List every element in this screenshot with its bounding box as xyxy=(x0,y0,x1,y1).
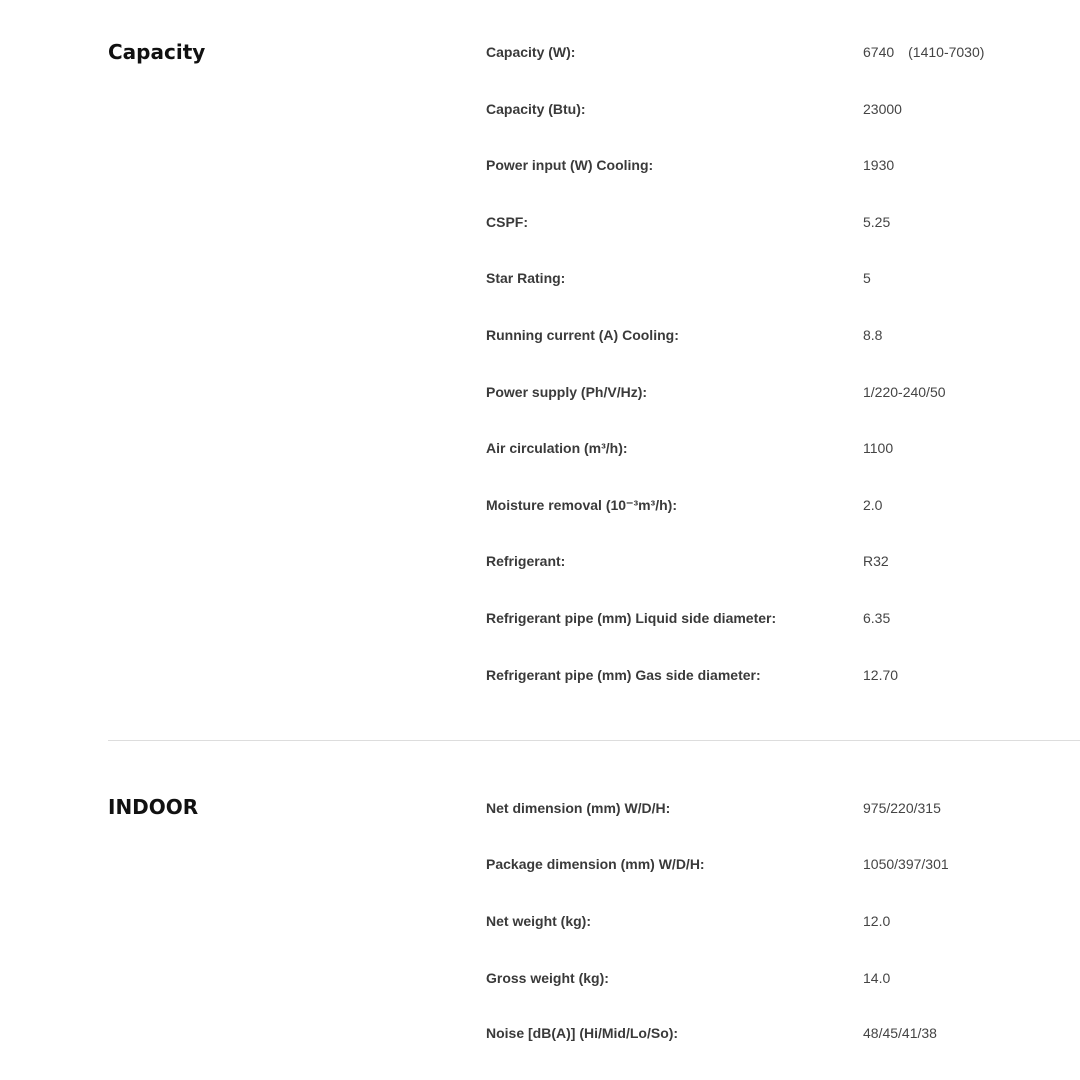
spec-value: 12.0 xyxy=(863,913,891,929)
spec-row xyxy=(0,966,1080,990)
spec-label: Capacity (W): xyxy=(486,44,576,60)
spec-row xyxy=(0,40,1080,64)
spec-row xyxy=(0,663,1080,687)
spec-label: Power input (W) Cooling: xyxy=(486,157,654,173)
spec-value: 12.70 xyxy=(863,667,899,683)
spec-row xyxy=(0,97,1080,121)
spec-value: 5 xyxy=(863,270,871,286)
spec-label: Refrigerant pipe (mm) Gas side diameter: xyxy=(486,667,761,683)
spec-row xyxy=(0,493,1080,517)
spec-row xyxy=(0,909,1080,933)
spec-label: Net weight (kg): xyxy=(486,913,591,929)
spec-value: 975/220/315 xyxy=(863,800,941,816)
spec-value: 8.8 xyxy=(863,327,883,343)
spec-row xyxy=(0,852,1080,876)
spec-label: Gross weight (kg): xyxy=(486,970,609,986)
spec-row xyxy=(0,436,1080,460)
section-divider xyxy=(108,740,1080,741)
spec-value: 1100 xyxy=(863,440,894,456)
spec-label: Star Rating: xyxy=(486,270,566,286)
spec-row xyxy=(0,210,1080,234)
spec-row xyxy=(0,323,1080,347)
spec-label: CSPF: xyxy=(486,214,528,230)
spec-value: 1050/397/301 xyxy=(863,856,949,872)
spec-label: Refrigerant: xyxy=(486,553,566,569)
spec-row xyxy=(0,1021,1080,1045)
section-title-capacity: Capacity xyxy=(108,40,206,64)
spec-value: 48/45/41/38 xyxy=(863,1025,937,1041)
spec-label: Noise [dB(A)] (Hi/Mid/Lo/So): xyxy=(486,1025,679,1041)
spec-label: Air circulation (m³/h): xyxy=(486,440,628,456)
spec-value: 1930 xyxy=(863,157,895,173)
spec-label: Net dimension (mm) W/D/H: xyxy=(486,800,671,816)
spec-row xyxy=(0,153,1080,177)
spec-value: 6740 (1410-7030) xyxy=(863,44,985,60)
spec-label: Package dimension (mm) W/D/H: xyxy=(486,856,705,872)
spec-label: Refrigerant pipe (mm) Liquid side diameter: xyxy=(486,610,777,626)
spec-row xyxy=(0,380,1080,404)
spec-label: Running current (A) Cooling: xyxy=(486,327,679,343)
spec-label: Power supply (Ph/V/Hz): xyxy=(486,384,648,400)
spec-row xyxy=(0,266,1080,290)
spec-value: 23000 xyxy=(863,101,902,117)
spec-label: Capacity (Btu): xyxy=(486,101,586,117)
spec-value: 14.0 xyxy=(863,970,891,986)
spec-value: 6.35 xyxy=(863,610,891,626)
spec-row xyxy=(0,549,1080,573)
section-title-indoor: INDOOR xyxy=(108,795,199,819)
spec-value: R32 xyxy=(863,553,889,569)
spec-value: 2.0 xyxy=(863,497,883,513)
spec-row xyxy=(0,796,1080,820)
spec-row xyxy=(0,606,1080,630)
spec-label: Moisture removal (10⁻³m³/h): xyxy=(486,497,677,513)
spec-value: 1/220-240/50 xyxy=(863,384,946,400)
spec-value: 5.25 xyxy=(863,214,891,230)
